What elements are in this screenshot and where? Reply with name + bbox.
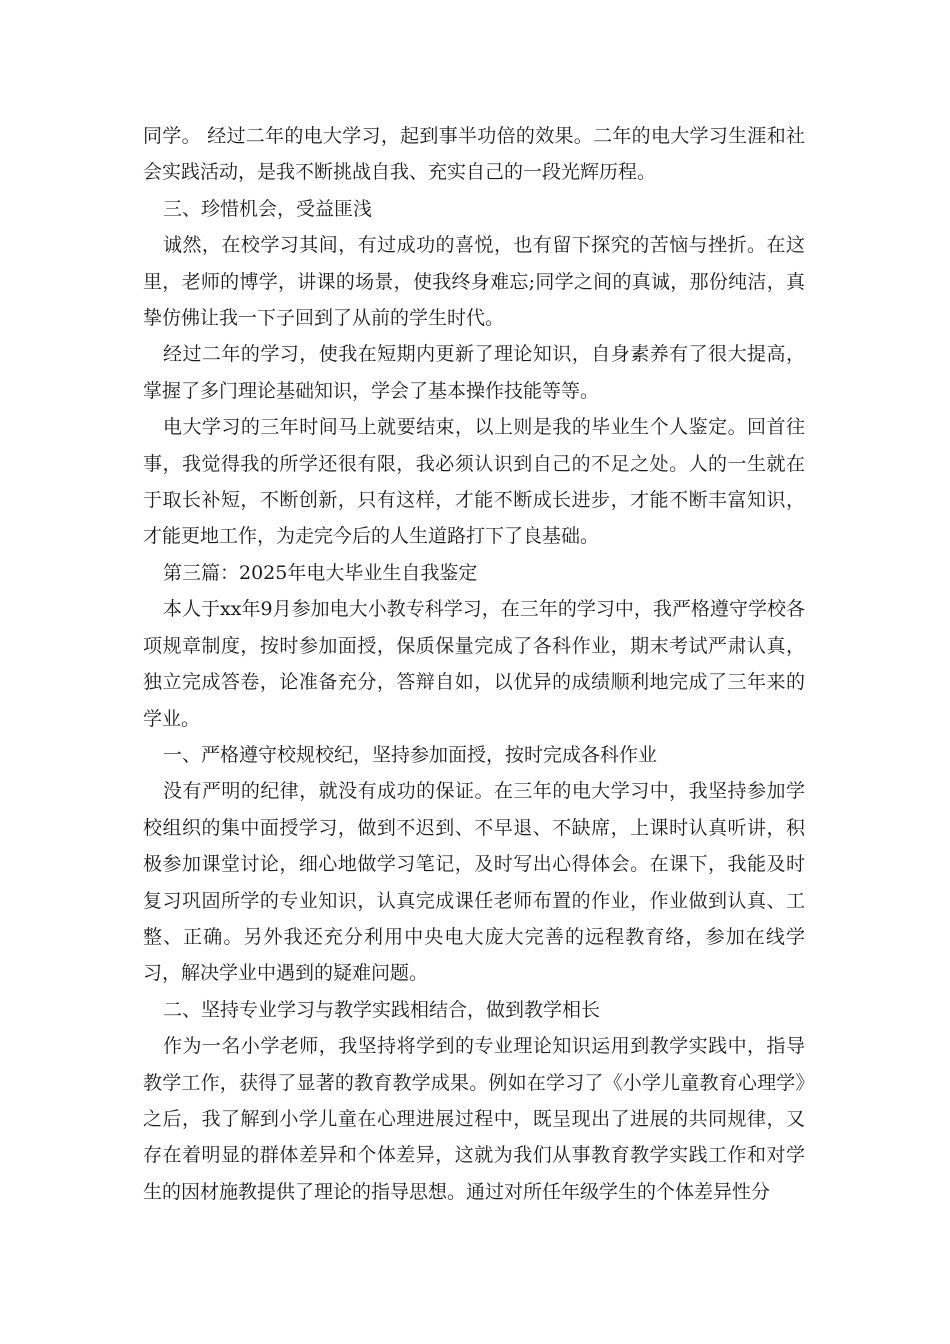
section-heading-three: 三、珍惜机会，受益匪浅 <box>163 197 373 220</box>
paragraph-body: 电大学习的三年时间马上就要结束，以上则是我的毕业生个人鉴定。回首往事，我觉得我的所学还很有限，我必须认识到自己的不足之处。人的一生就在于取长补短，不断创新，只有这样，才能不断成长进步，才能不断丰富知识，才能更地工作，为走完今后的人生道路打下了良基础。 <box>143 416 805 548</box>
section-heading-two: 二、坚持专业学习与教学实践相结合，做到教学相长 <box>163 998 601 1021</box>
paragraph-body: 没有严明的纪律，就没有成功的保证。在三年的电大学习中，我坚持参加学校组织的集中面授学习，做到不迟到、不早退、不缺席，上课时认真听讲，积极参加课堂讨论，细心地做学习笔记，及时写出心得体会。在课下，我能及时复习巩固所学的专业知识，认真完成课任老师布置的作业，作业做到认真、工整、正确。另外我还充分利用中央电大庞大完善的远程教育络，参加在线学习，解决学业中遇到的疑难问题。 <box>143 780 805 985</box>
paragraph-body: 本人于xx年9月参加电大小教专科学习，在三年的学习中，我严格遵守学校各项规章制度，按时参加面授，保质保量完成了各科作业，期末考试严肃认真，独立完成答卷，论准备充分，答辩自如，以优异的成绩顺利地完成了三年来的学业。 <box>143 598 805 730</box>
document-body <box>143 118 805 1210</box>
article-title-part-three: 第三篇：2025年电大毕业生自我鉴定 <box>163 561 478 584</box>
section-heading-one: 一、严格遵守校规校纪，坚持参加面授，按时完成各科作业 <box>163 743 658 766</box>
paragraph-body: 诚然，在校学习其间，有过成功的喜悦，也有留下探究的苦恼与挫折。在这里，老师的博学，讲课的场景，使我终身难忘;同学之间的真诚，那份纯洁，真挚仿佛让我一下子回到了从前的学生时代。 <box>143 234 805 330</box>
paragraph-intro-continued: 同学。 经过二年的电大学习，起到事半功倍的效果。二年的电大学习生涯和社会实践活动，是我不断挑战自我、充实自己的一段光辉历程。 <box>143 125 805 184</box>
paragraph-body: 作为一名小学老师，我坚持将学到的专业理论知识运用到教学实践中，指导教学工作，获得了显著的教育教学成果。例如在学习了《小学儿童教育心理学》之后，我了解到小学儿童在心理进展过程中，既呈现出了进展的共同规律，又存在着明显的群体差异和个体差异，这就为我们从事教育教学实践工作和对学生的因材施教提供了理论的指导思想。通过对所任年级学生的个体差异性分 <box>143 1035 805 1203</box>
paragraph-body: 经过二年的学习，使我在短期内更新了理论知识，自身素养有了很大提高，掌握了多门理论基础知识，学会了基本操作技能等等。 <box>143 343 805 402</box>
